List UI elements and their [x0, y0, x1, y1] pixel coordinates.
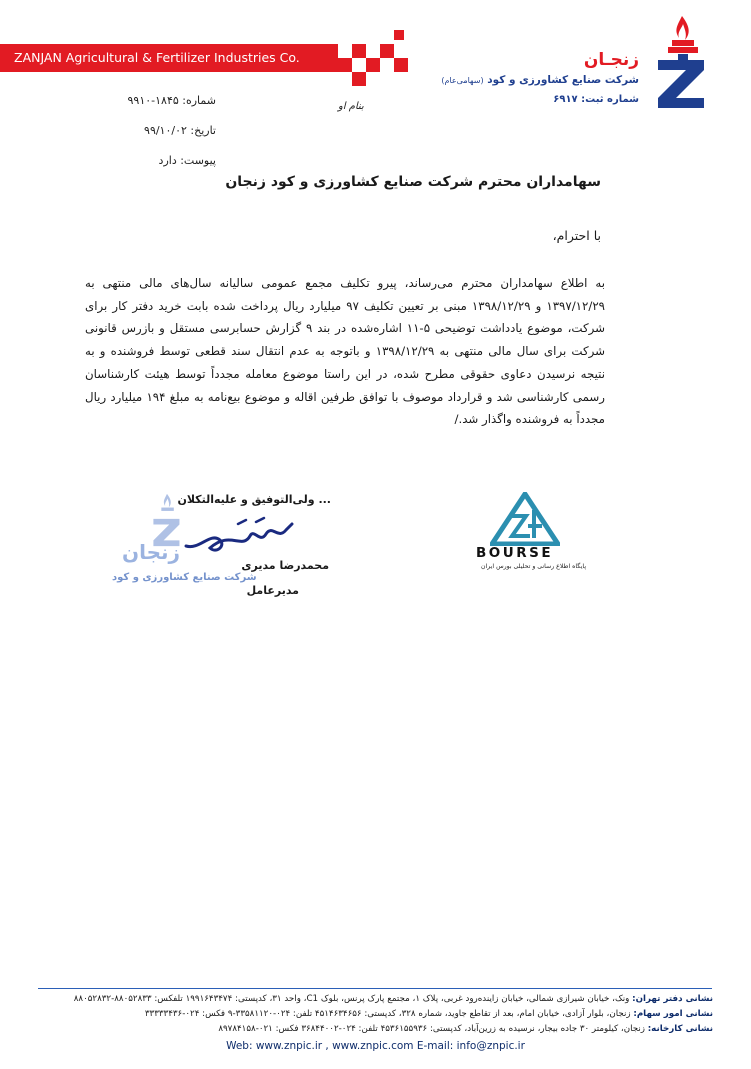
company-name-en: ZANJAN Agricultural & Fertilizer Industries Co.: [14, 50, 300, 65]
signature-icon: [180, 510, 300, 560]
decor-square: [352, 72, 366, 86]
bourse-subtitle: پایگاه اطلاع رسانی و تحلیلی بورس ایران: [481, 563, 587, 570]
letter-greeting: با احترام،: [552, 228, 601, 243]
registration-number: شماره ثبت: ۶۹۱۷: [553, 94, 639, 105]
company-type: (سهامی‌عام): [441, 76, 484, 85]
footer-shareholders-text: زنجان، بلوار آزادی، خیابان امام، بعد از تقاطع جاوید، شماره ۳۲۸، کدپستی: ۴۵۱۴۶۳۴۶۵۶ تلفن: ۰۲۴-۳۳۵۸۱۱۲۰-۹ فکس: ۰۲۴-۳۳۳۳۳۴۳۶: [144, 1009, 631, 1019]
decor-square: [366, 58, 380, 72]
stamp-company: شرکت صنایع کشاورزی و کود: [112, 572, 257, 583]
decor-square: [338, 58, 352, 72]
letter-date: تاریخ: ۹۹/۱۰/۰۲: [144, 124, 216, 137]
decor-square: [394, 30, 404, 40]
footer-tehran: [74, 994, 713, 1004]
footer-web: Web: www.znpic.ir , www.znpic.com E-mail: info@znpic.ir: [226, 1040, 525, 1052]
footer-tehran-text: ونک، خیابان شیرازی شمالی، خیابان زاینده‌رود غربی، پلاک ۱، مجتمع پارک پرنس، بلوک C1، واحد ۳۱، کدپستی: ۱۹۹۱۶۴۳۴۷۴ تلفکس: ۸۸۰۵۲۸۳۳-۸۸۰۵۲۸۳۲: [73, 994, 630, 1004]
letter-number: شماره: ۱۸۴۵-۹۹۱۰: [127, 94, 216, 107]
decor-square: [352, 44, 366, 58]
bourse-logo-icon: [490, 492, 560, 546]
letter-body: به اطلاع سهامداران محترم می‌رساند، پیرو تکلیف مجمع عمومی سالیانه سال‌های مالی منتهی به ۱۳۹۷/۱۲/۲۹ و ۱۳۹۸/۱۲/۲۹ مبنی بر تعیین تکلیف ۹۷ میلیارد ریال پرداخت شده بابت خرید دفتر کار برای شرکت، موضوع یادداشت توضیحی ۵-۱۱ اشاره‌شده در بند ۹ گزارش حسابرسی مستقل و بازرس قانونی شرکت برای سال مالی منتهی به ۱۳۹۸/۱۲/۲۹ و باتوجه به عدم انتقال سند قطعی توسط فروشنده و به نتیجه نرسیدن دعاوی حقوقی مطرح شده، در این راستا موضوع معامله مجدداً توسط هیئت کارشناسان رسمی کارشناسی شد و قرارداد موصوف با توافق طرفین اقاله و موضوع بیع‌نامه به مبلغ ۱۹۴ میلیارد ریال مجدداً به فروشنده واگذار شد./: [85, 276, 605, 427]
footer-tehran-label: نشانی دفتر تهران:: [632, 994, 713, 1004]
stamp-brand: زنجان: [122, 540, 181, 564]
bourse-name: BOURSE: [476, 545, 554, 561]
footer-divider: [38, 988, 712, 989]
letter-attachment: پیوست: دارد: [158, 154, 216, 167]
brand-name: زنجـان: [583, 50, 639, 70]
be-name-heading: بنام او: [338, 101, 364, 112]
footer-shareholders: [145, 1009, 713, 1019]
letter-heading: سهامداران محترم شرکت صنایع کشاورزی و کود زنجان: [225, 174, 601, 190]
company-name: شرکت صنایع کشاورزی و کود: [487, 74, 639, 86]
decor-square: [380, 44, 394, 58]
zanjan-logo-icon: [652, 14, 712, 110]
footer-factory-text: زنجان، کیلومتر ۳۰ جاده بیجار، نرسیده به زرین‌آباد، کدپستی: ۴۵۳۶۱۵۵۹۳۶ تلفن: ۰۲۴-۳۶۸۴۴۰۰۲ فکس: ۰۲۱-۸۹۷۸۴۱۵۸: [218, 1024, 645, 1034]
footer-shareholders-label: نشانی امور سهام:: [633, 1009, 713, 1019]
footer-factory: [218, 1024, 713, 1034]
signatory-title: مدیرعامل: [246, 584, 299, 597]
closing-phrase: ... ولی‌التوفیق و علیه‌التکلان: [177, 493, 331, 506]
company-name-fa: [441, 74, 639, 86]
signatory-name: محمدرضا مدیری: [241, 559, 329, 572]
decor-square: [394, 58, 408, 72]
footer-factory-label: نشانی کارخانه:: [647, 1024, 713, 1034]
